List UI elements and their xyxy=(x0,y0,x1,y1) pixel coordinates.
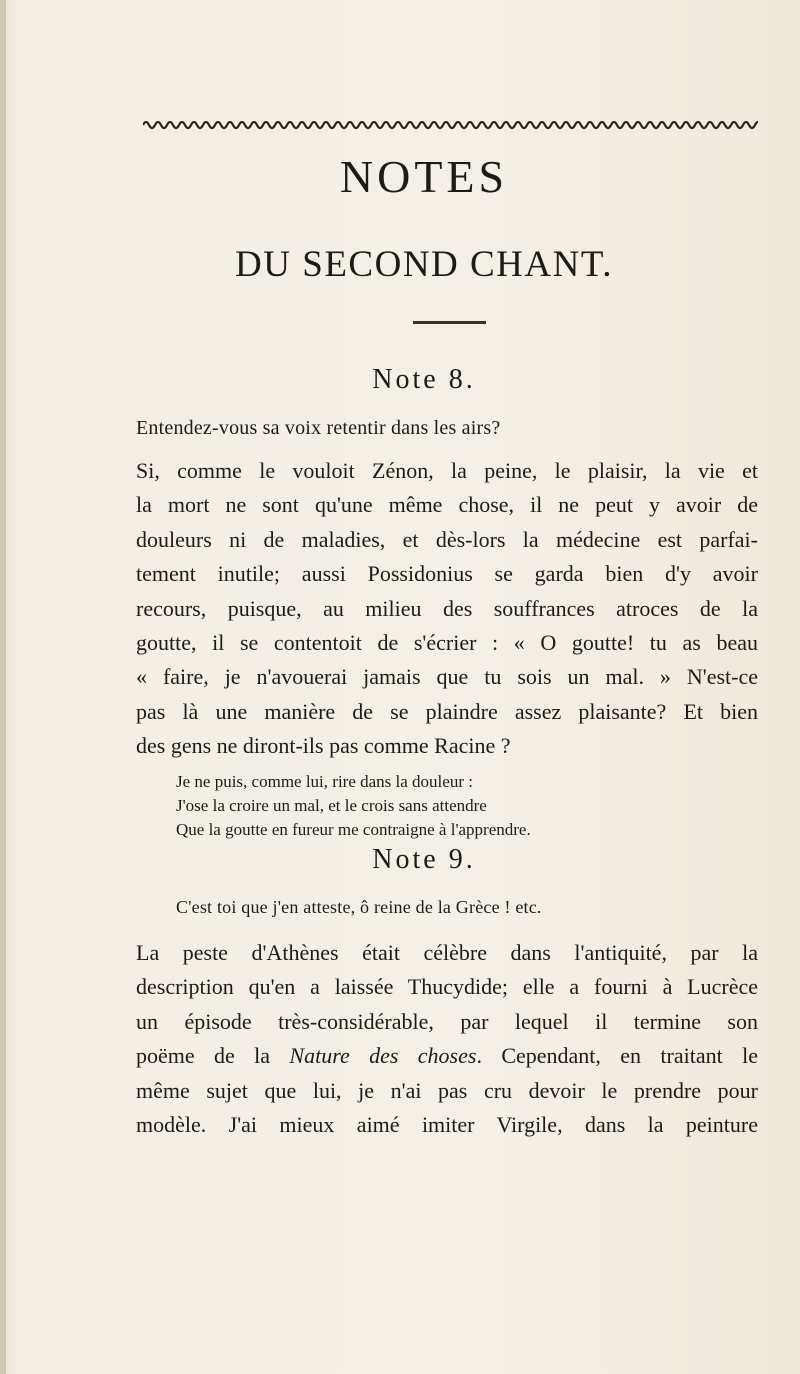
paragraph-line: même sujet que lui, je n'ai pas cru devoir le prendre pour xyxy=(136,1077,758,1103)
page-title: NOTES xyxy=(339,151,509,202)
paragraph-line: la mort ne sont qu'une même chose, il ne peut y avoir de xyxy=(136,492,758,518)
decorative-border-ornament xyxy=(143,118,758,132)
note-8-epigraph: Entendez-vous sa voix retentir dans les airs? xyxy=(136,417,501,439)
ornament-wave-graphic xyxy=(143,118,758,132)
verse-line: Je ne puis, comme lui, rire dans la douleur : xyxy=(176,772,473,791)
note-9-paragraph xyxy=(136,936,758,1142)
note-8-heading xyxy=(0,364,800,396)
paragraph-line: tement inutile; aussi Possidonius se garda bien d'y avoir xyxy=(136,561,758,587)
paragraph-line: modèle. J'ai mieux aimé imiter Virgile, dans la peinture xyxy=(136,1112,758,1138)
note-9-heading-word: Note xyxy=(372,844,439,875)
paragraph-line: Si, comme le vouloit Zénon, la peine, le plaisir, la vie et xyxy=(136,458,758,483)
note-9-epigraph: C'est toi que j'en atteste, ô reine de la Grèce ! etc. xyxy=(176,897,542,917)
paragraph-line: pas là une manière de se plaindre assez plaisante? Et bien xyxy=(136,698,758,724)
line-start: poëme de la xyxy=(136,1043,290,1069)
paragraph-line: « faire, je n'avouerai jamais que tu sois un mal. » N'est-ce xyxy=(136,664,758,690)
paragraph-line: La peste d'Athènes était célèbre dans l'antiquité, par la xyxy=(136,940,758,965)
paragraph-line: description qu'en a laissée Thucydide; elle a fourni à Lucrèce xyxy=(136,974,758,1000)
paragraph-line: douleurs ni de maladies, et dès-lors la médecine est parfai- xyxy=(136,526,758,552)
note-8-verse-quote xyxy=(176,770,531,842)
line-end: . Cependant, en traitant le xyxy=(476,1043,758,1069)
verse-line: Que la goutte en fureur me contraigne à l'apprendre. xyxy=(176,820,531,839)
paragraph-line: des gens ne diront-ils pas comme Racine ? xyxy=(136,733,511,759)
note-8-paragraph xyxy=(136,454,758,764)
paragraph-line: goutte, il se contentoit de s'écrier : « O goutte! tu as beau xyxy=(136,630,758,656)
verse-line: J'ose la croire un mal, et le crois sans attendre xyxy=(176,796,487,815)
paragraph-line: recours, puisque, au milieu des souffrances atroces de la xyxy=(136,595,758,621)
note-9-heading-number: 9. xyxy=(448,844,476,875)
paragraph-line-with-title xyxy=(136,1039,758,1073)
page-edge xyxy=(0,0,6,1374)
paragraph-line: un épisode très-considérable, par lequel il termine son xyxy=(136,1008,758,1034)
section-divider-rule xyxy=(413,321,486,324)
note-8-heading-word: Note xyxy=(372,364,439,395)
chapter-subtitle: DU SECOND CHANT. xyxy=(235,244,613,285)
note-8-heading-number: 8. xyxy=(448,364,476,395)
note-9-heading xyxy=(0,844,800,876)
book-title-italic: Nature des choses xyxy=(289,1043,477,1069)
